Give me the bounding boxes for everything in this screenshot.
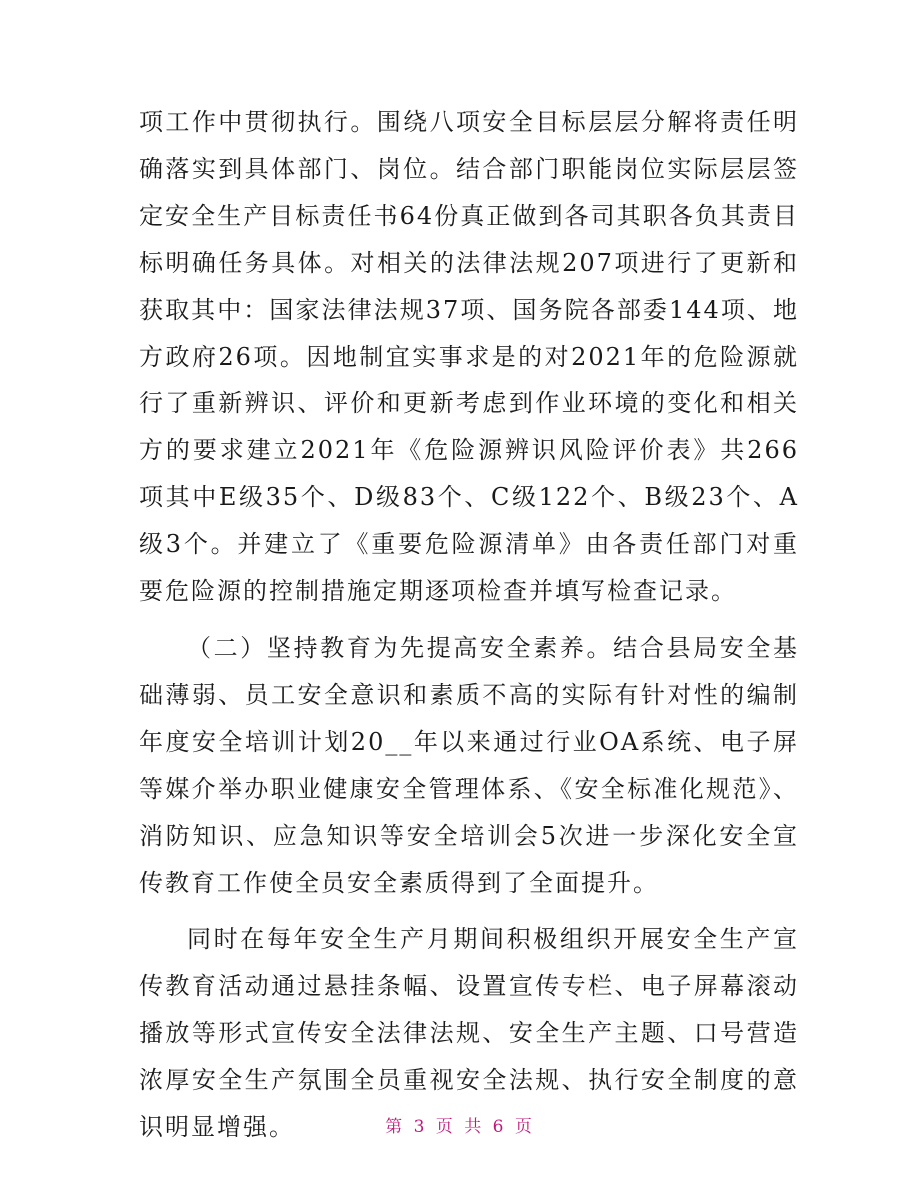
page-footer (0, 1112, 920, 1137)
page-number-label: 第 3 页 共 6 页 (385, 1117, 535, 1137)
document-body (139, 99, 799, 1151)
paragraph-safety-education: （二）坚持教育为先提高安全素养。结合县局安全基础薄弱、员工安全意识和素质不高的实际有针对性的编制年度安全培训计划20__年以来通过行业OA系统、电子屏等媒介举办职业健康安全管理体系、《安全标准化规范》、消防知识、应急知识等安全培训会5次进一步深化安全宣传教育工作使全员安全素质得到了全面提升。 (139, 633, 799, 897)
paragraph-safety-month: 同时在每年安全生产月期间积极组织开展安全生产宣传教育活动通过悬挂条幅、设置宣传专栏、电子屏幕滚动播放等形式宣传安全法律法规、安全生产主题、口号营造浓厚安全生产氛围全员重视安全法规、执行安全制度的意识明显增强。 (139, 925, 799, 1142)
paragraph-safety-targets: 项工作中贯彻执行。围绕八项安全目标层层分解将责任明确落实到具体部门、岗位。结合部门职能岗位实际层层签定安全生产目标责任书64份真正做到各司其职各负其责目标明确任务具体。对相关的法律法规207项进行了更新和获取其中：国家法律法规37项、国务院各部委144项、地方政府26项。因地制宜实事求是的对2021年的危险源就行了重新辨识、评价和更新考虑到作业环境的变化和相关方的要求建立2021年《危险源辨识风险评价表》共266项其中E级35个、D级83个、C级122个、B级23个、A级3个。并建立了《重要危险源清单》由各责任部门对重要危险源的控制措施定期逐项检查并填写检查记录。 (139, 108, 799, 606)
